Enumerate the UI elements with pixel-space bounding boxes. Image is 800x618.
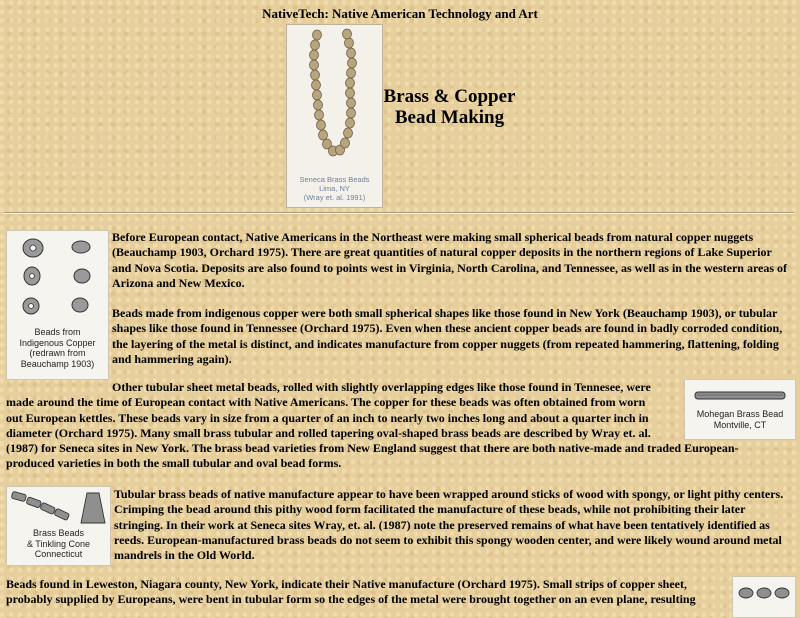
paragraph-natural-copper: Before European contact, Native Americans in the Northeast were making small spherical beads from natural copper nuggets (Beauchamp 1903, Orchard 1975). There are great quantities of natural copper deposits in the northern regions of Lake Superior and Nova Scotia. Deposits are also found to points west in Virginia, North Carolina, and Tennessee, as well as in the western areas of Arizona and New Mexico. <box>112 230 788 290</box>
hero-caption <box>287 175 382 202</box>
spherical-beads-drawing <box>733 577 795 601</box>
caption-line: Montville, CT <box>713 419 767 430</box>
mohegan-bead-caption <box>685 409 795 430</box>
mohegan-brass-bead-image <box>684 379 796 440</box>
horizontal-rule <box>4 212 794 214</box>
tinkling-cone-image <box>6 486 111 566</box>
page-title <box>372 86 527 128</box>
page-title-line: Brass & Copper <box>383 86 516 107</box>
paragraph-leweston <box>6 577 730 608</box>
caption-line: Beads from <box>34 327 81 337</box>
caption-line: Mohegan Brass Bead <box>696 409 784 419</box>
paragraph-line: (1987) for Seneca sites in New York. The brass bead varieties from New England suggest that there are both native-made and traded European- <box>6 441 739 456</box>
hero-caption-line: (Wray et. al. 1991) <box>303 193 366 202</box>
paragraph-line: probably supplied by Europeans, were bent in tubular form so the edges of the metal were brought together on an even plane, resulting <box>6 592 696 607</box>
paragraph-indigenous-copper: Beads made from indigenous copper were both small spherical shapes like those found in New York (Beauchamp 1903), or tubular shapes like those found in Tennessee (Orchard 1975). Even when these ancient copper beads are found in badly corroded condition, the layering of the metal is distinct, and indicates manufacture from copper nuggets (from repeated hammering, flattening, folding and hammering again). <box>112 306 783 366</box>
caption-line: Beauchamp 1903) <box>20 358 95 369</box>
caption-line: Connecticut <box>34 549 83 559</box>
paragraph-line: made around the time of European contact with Native Americans. The copper for these beads was often obtained from worn <box>6 395 646 410</box>
caption-line: (redrawn from <box>29 348 86 358</box>
tubular-bead-drawing <box>685 380 795 410</box>
indigenous-beads-caption <box>7 327 108 369</box>
paragraph-line: produced varieties in both the small tubular and oval bead forms. <box>6 456 342 471</box>
hero-caption-line: Lima, NY <box>319 184 350 193</box>
caption-line: Brass Beads <box>32 528 85 538</box>
leweston-beads-image <box>732 576 796 618</box>
copper-beads-drawing <box>7 231 108 326</box>
seneca-beads-image <box>286 24 383 208</box>
paragraph-line: out European kettles. These beads vary in size from a quarter of an inch to nearly two inches long and about a quarter inch in <box>6 410 649 425</box>
tinkling-cone-caption <box>7 528 110 560</box>
caption-line: Indigenous Copper <box>19 337 96 348</box>
caption-line: & Tinkling Cone <box>26 538 91 549</box>
paragraph-tubular-sheet-beads <box>6 380 739 472</box>
indigenous-copper-beads-image <box>6 230 109 380</box>
paragraph-line: Other tubular sheet metal beads, rolled with slightly overlapping edges like those found in Tennesee, were <box>112 380 651 394</box>
bead-necklace-illustration <box>287 25 382 175</box>
brass-beads-drawing <box>7 487 110 527</box>
paragraph-line: Beads found in Leweston, Niagara county, New York, indicate their Native manufacture (Orchard 1975). Small strips of copper sheet, <box>6 577 687 591</box>
page-title-line: Bead Making <box>394 107 505 128</box>
paragraph-line: diameter (Orchard 1975). Many small brass tubular and rolled tapering oval-shaped brass beads are described by Wray et. al. <box>6 425 651 440</box>
site-title: NativeTech: Native American Technology and Art <box>262 6 538 21</box>
paragraph-native-manufacture: Tubular brass beads of native manufacture appear to have been wrapped around sticks of wood with spongy, or light pithy centers. Crimping the bead around this pithy wood form facilitated the manufacture of these beads, while not prohibiting their later stringing. In their work at Seneca sites Wray, et. al. (1987) note the preserved remains of what have been tentatively identified as reeds. European-manufactured brass beads do not seem to exhibit this spongy wooden center, and were likely wound around metal mandrels in the Old World. <box>114 487 784 563</box>
hero-caption-line: Seneca Brass Beads <box>299 175 370 184</box>
